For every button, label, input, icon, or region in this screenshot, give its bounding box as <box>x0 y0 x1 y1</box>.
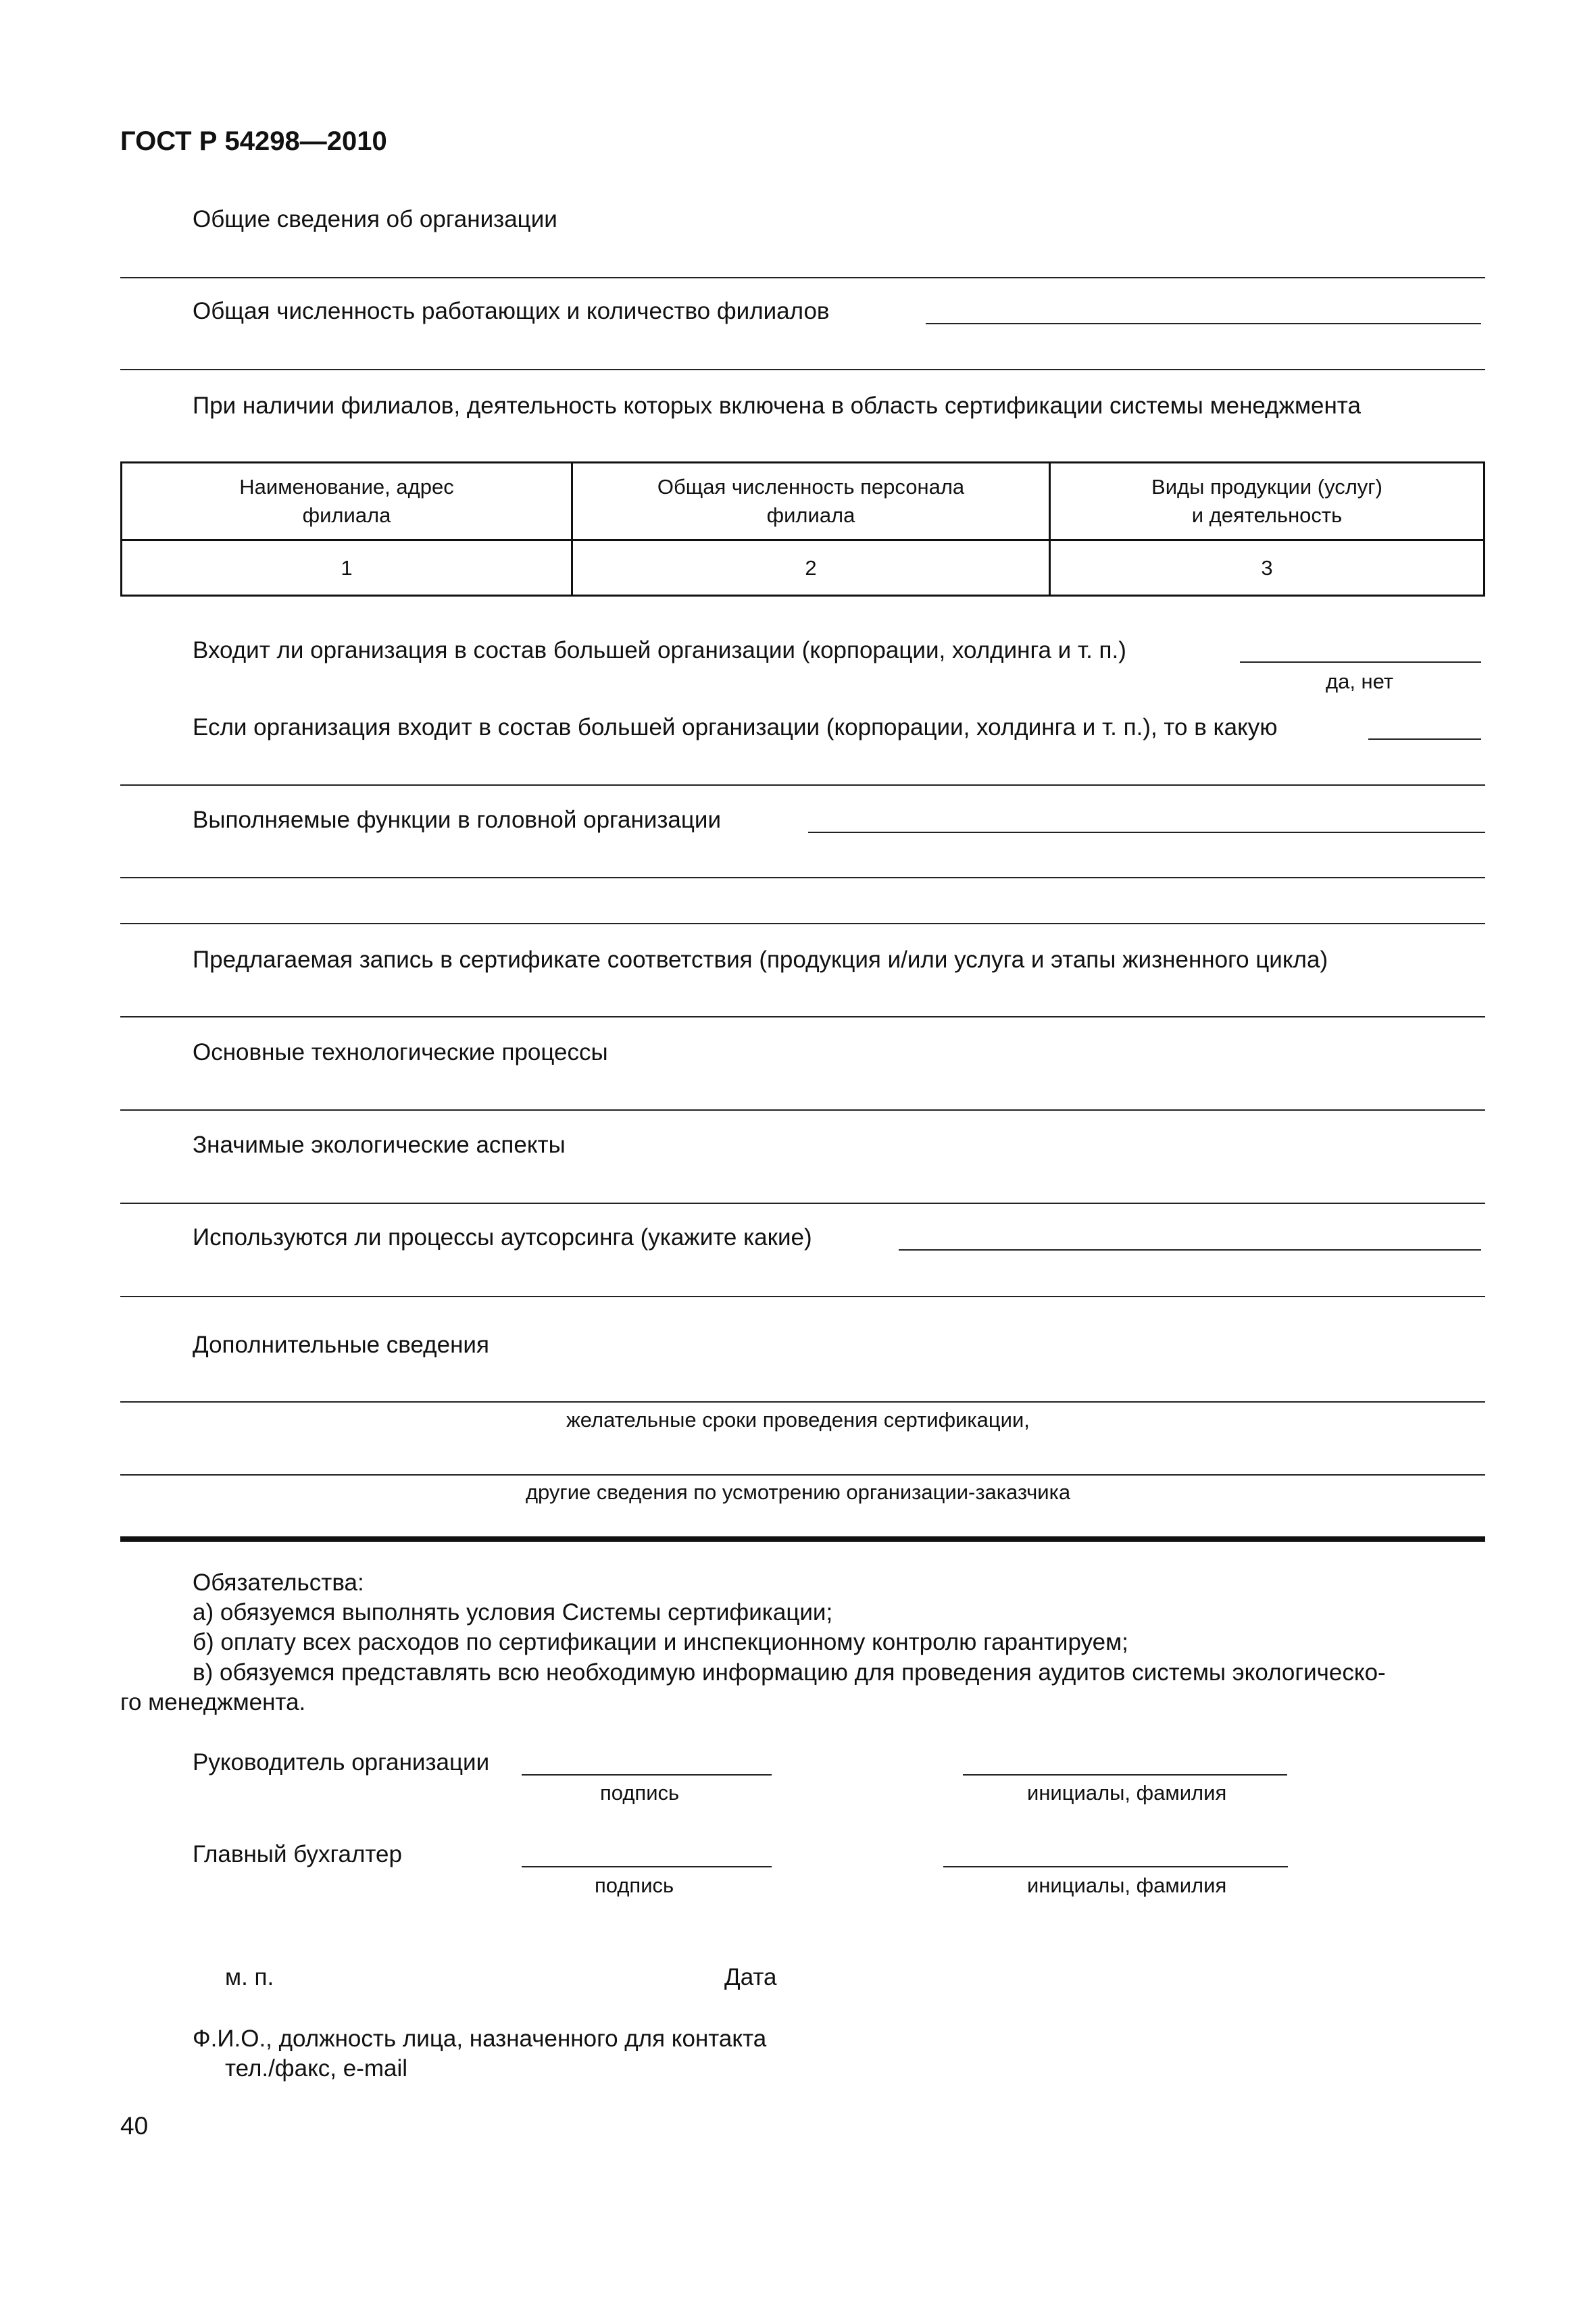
hint-head-signature: подпись <box>600 1781 680 1805</box>
label-additional: Дополнительные сведения <box>193 1332 489 1358</box>
field-functions[interactable] <box>808 832 1485 833</box>
header-line: Виды продукции (услуг) <box>1151 475 1382 499</box>
header-line: Общая численность персонала <box>657 475 965 499</box>
obligation-c-line-2: го менеджмента. <box>120 1689 306 1715</box>
label-outsourcing: Используются ли процессы аутсорсинга (укажите какие) <box>193 1224 812 1251</box>
label-date: Дата <box>724 1964 777 1990</box>
field-additional-other[interactable] <box>120 1474 1485 1476</box>
field-accountant-signature[interactable] <box>522 1866 772 1867</box>
field-accountant-name[interactable] <box>943 1866 1288 1867</box>
label-contact-details: тел./факс, e-mail <box>225 2055 408 2082</box>
hint-accountant-name: инициалы, фамилия <box>1027 1873 1227 1897</box>
table-number-row <box>122 540 1485 596</box>
page-number: 40 <box>120 2112 149 2140</box>
label-contact: Ф.И.О., должность лица, назначенного для контакта <box>193 2026 767 2052</box>
label-accountant: Главный бухгалтер <box>193 1841 402 1867</box>
header-line: Наименование, адрес <box>239 475 454 499</box>
hint-accountant-signature: подпись <box>595 1873 674 1897</box>
header-line: филиала <box>766 503 855 527</box>
section-divider <box>120 1536 1485 1542</box>
label-eco-aspects: Значимые экологические аспекты <box>193 1132 566 1158</box>
field-additional-terms[interactable] <box>120 1401 1485 1403</box>
field-general-info[interactable] <box>120 277 1485 278</box>
field-outsourcing[interactable] <box>899 1249 1481 1251</box>
field-processes[interactable] <box>120 1109 1485 1111</box>
header-line: и деятельность <box>1191 503 1343 527</box>
label-part-of-larger: Входит ли организация в состав большей организации (корпорации, холдинга и т. п.) <box>193 637 1126 663</box>
field-functions-line-2[interactable] <box>120 877 1485 878</box>
label-processes: Основные технологические процессы <box>193 1039 608 1065</box>
label-which-larger: Если организация входит в состав большей организации (корпорации, холдинга и т. п.), то в какую <box>193 714 1278 740</box>
hint-terms: желательные сроки проведения сертификации, <box>566 1408 1030 1432</box>
obligations-title: Обязательства: <box>193 1569 364 1596</box>
obligation-a: а) обязуемся выполнять условия Системы сертификации; <box>193 1599 833 1626</box>
label-head: Руководитель организации <box>193 1749 490 1776</box>
field-head-name[interactable] <box>963 1774 1287 1776</box>
field-functions-line-3[interactable] <box>120 923 1485 924</box>
hint-head-name: инициалы, фамилия <box>1027 1781 1227 1805</box>
table-header-row <box>122 463 1485 540</box>
label-branches-intro: При наличии филиалов, деятельность которых включена в область сертификации системы менеджмента <box>193 393 1361 419</box>
field-which-larger[interactable] <box>1368 738 1481 740</box>
hint-other: другие сведения по усмотрению организации-заказчика <box>525 1480 1071 1504</box>
field-which-larger-continued[interactable] <box>120 784 1485 786</box>
field-part-of-larger[interactable] <box>1240 661 1481 663</box>
table-cell: 3 <box>1050 540 1485 596</box>
obligation-b: б) оплату всех расходов по сертификации и инспекционному контролю гарантируем; <box>193 1629 1128 1655</box>
table-cell: 2 <box>572 540 1050 596</box>
hint-yes-no: да, нет <box>1326 670 1394 693</box>
table-cell: 1 <box>122 540 572 596</box>
table-header-cell <box>1050 463 1485 540</box>
stamp-place: м. п. <box>225 1964 274 1990</box>
header-line: филиала <box>302 503 391 527</box>
field-outsourcing-continued[interactable] <box>120 1296 1485 1297</box>
label-functions: Выполняемые функции в головной организации <box>193 807 722 833</box>
table-header-cell <box>572 463 1050 540</box>
label-certificate-entry: Предлагаемая запись в сертификате соответствия (продукция и/или услуга и этапы жизненного цикла) <box>193 947 1328 973</box>
branches-table <box>120 461 1485 597</box>
label-staff-count: Общая численность работающих и количество филиалов <box>193 298 830 324</box>
field-eco-aspects[interactable] <box>120 1203 1485 1204</box>
table-header-cell <box>122 463 572 540</box>
field-staff-count[interactable] <box>926 323 1481 324</box>
label-general-info: Общие сведения об организации <box>193 206 557 232</box>
field-head-signature[interactable] <box>522 1774 772 1776</box>
document-standard-title: ГОСТ Р 54298—2010 <box>120 126 387 156</box>
obligation-c-line-1: в) обязуемся представлять всю необходимую информацию для проведения аудитов системы экологическо- <box>193 1659 1386 1686</box>
field-certificate-entry[interactable] <box>120 1016 1485 1017</box>
field-staff-count-continued[interactable] <box>120 369 1485 370</box>
